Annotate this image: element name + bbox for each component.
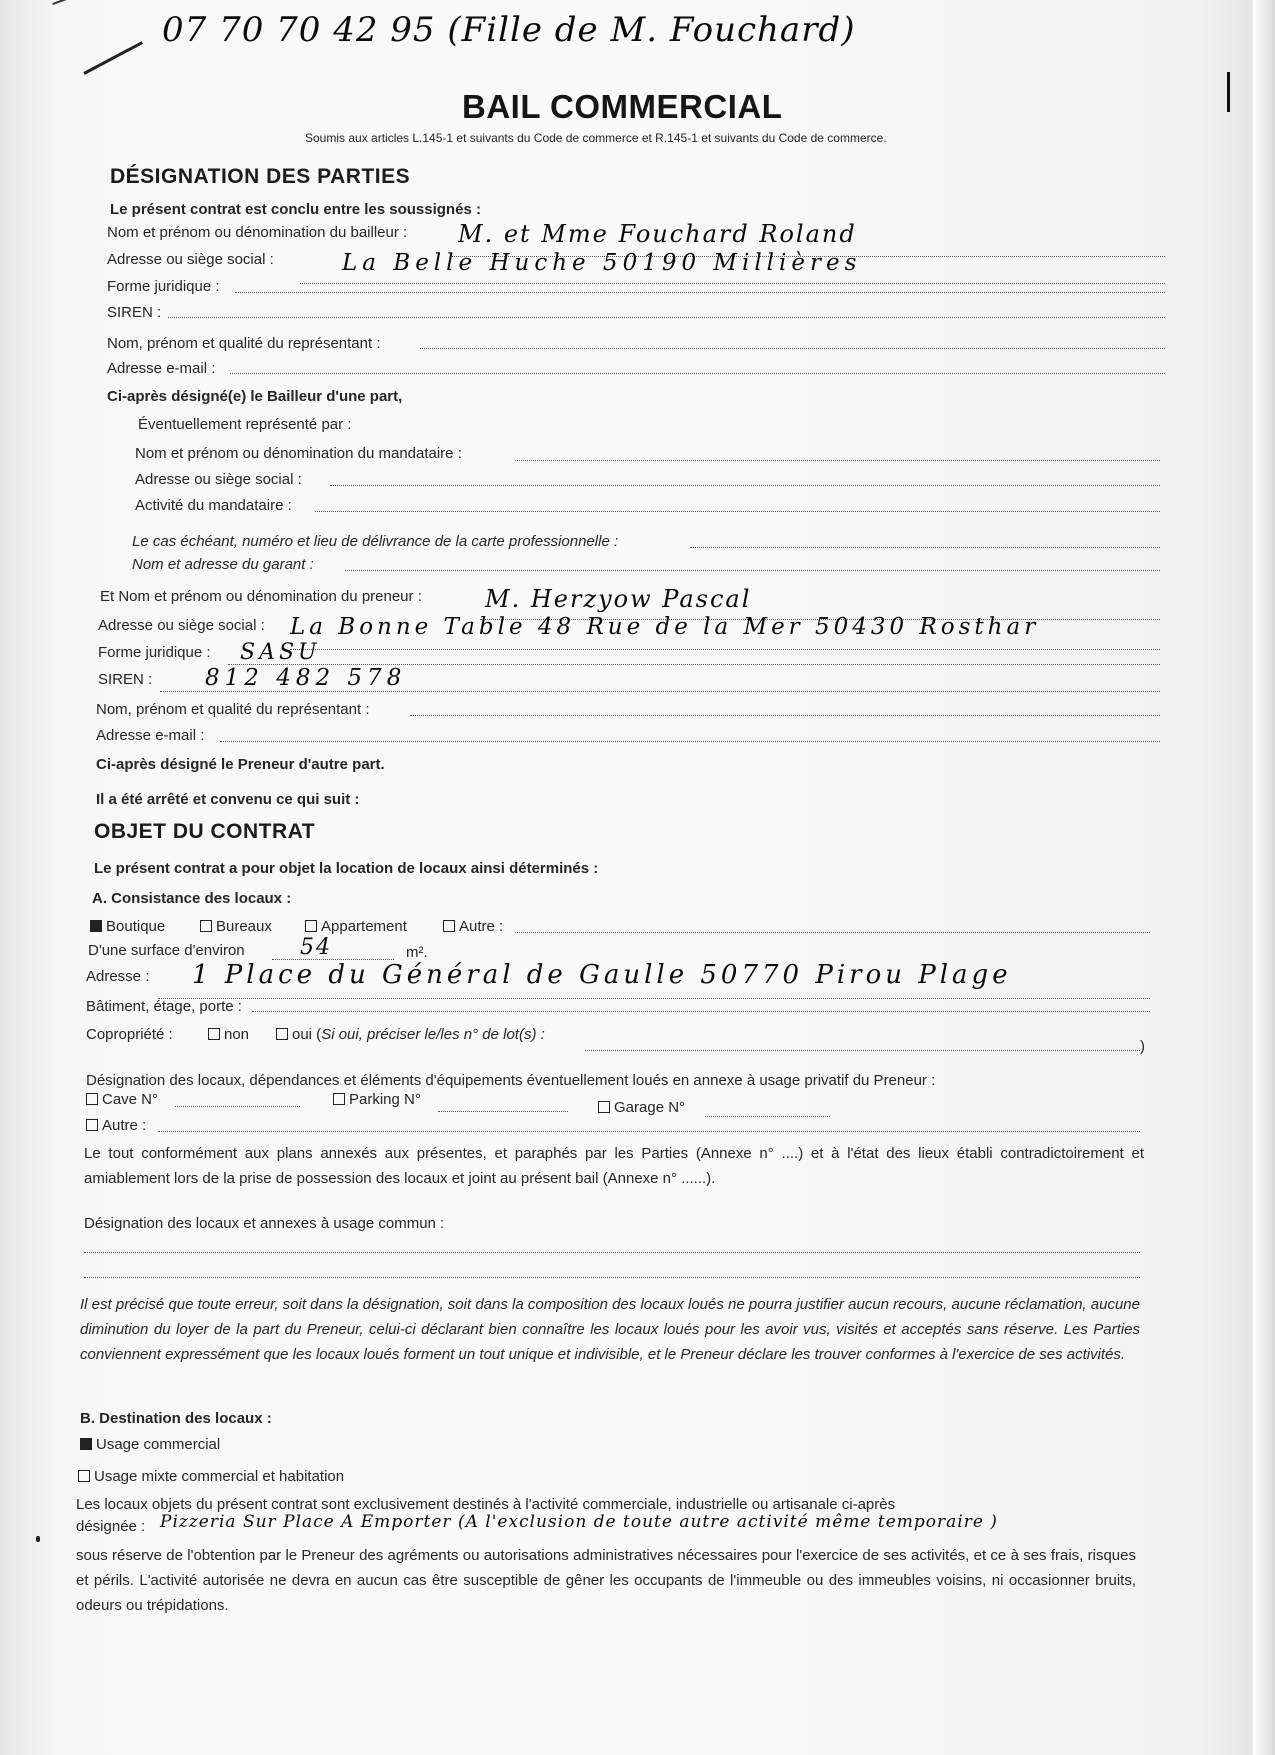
cave-option[interactable] (86, 1091, 158, 1108)
preneur-siren-line (160, 691, 1160, 692)
surface-unit: m². (406, 944, 428, 961)
activity-intro: Les locaux objets du présent contrat sont exclusivement destinés à l'activité commerciale, industrielle ou artisanale ci-après (76, 1496, 896, 1513)
document-title: BAIL COMMERCIAL (462, 88, 783, 125)
agreed-clause: Il a été arrêté et convenu ce qui suit : (96, 791, 360, 808)
mandataire-name-line (515, 460, 1160, 461)
bailleur-address-value: La Belle Huche 50190 Millières (342, 250, 862, 276)
copro-non-checkbox[interactable] (208, 1028, 220, 1040)
copro-hint: Si oui, préciser le/les n° de lot(s) : (321, 1026, 545, 1043)
scan-speck (36, 1536, 40, 1542)
usage-mixte-checkbox[interactable] (78, 1470, 90, 1482)
other-annex-option[interactable] (86, 1117, 146, 1134)
appartement-label: Appartement (321, 918, 407, 935)
activity-designee-label: désignée : (76, 1518, 146, 1535)
destination-label: B. Destination des locaux : (80, 1410, 272, 1427)
staple-mark (83, 41, 143, 75)
usage-commercial-label: Usage commercial (96, 1436, 221, 1453)
consistance-label: A. Consistance des locaux : (92, 890, 292, 907)
preneur-siren-value: 812 482 578 (205, 665, 407, 691)
copro-label: Copropriété : (86, 1026, 173, 1043)
preneur-address-label: Adresse ou siège social : (98, 617, 265, 634)
common-areas-label: Désignation des locaux et annexes à usage commun : (84, 1215, 445, 1232)
common-areas-line-1 (84, 1252, 1140, 1253)
bailleur-form-line (235, 292, 1165, 293)
premises-address-value: 1 Place du Général de Gaulle 50770 Pirou Plage (192, 960, 1012, 990)
cave-line (175, 1106, 300, 1107)
guarantor-label: Nom et adresse du garant : (132, 556, 314, 573)
parking-checkbox[interactable] (333, 1093, 345, 1105)
mandataire-card-label: Le cas échéant, numéro et lieu de délivrance de la carte professionnelle : (132, 533, 619, 550)
other-annex-checkbox[interactable] (86, 1119, 98, 1131)
plans-paragraph: Le tout conformément aux plans annexés aux présentes, et paraphés par les Parties (Annexe n° ....) et à l'état des lieux établi contradictoirement et amiablement lors de la prise de possession des locaux et joint au présent bail (Annexe n° ......). (84, 1145, 1144, 1187)
bailleur-form-label: Forme juridique : (107, 278, 220, 295)
preneur-name-value: M. Herzyow Pascal (485, 585, 752, 613)
boutique-label: Boutique (106, 918, 166, 935)
other-annex-line (158, 1131, 1140, 1132)
bailleur-name-label: Nom et prénom ou dénomination du bailleur : (107, 224, 408, 241)
garage-option[interactable] (598, 1099, 685, 1116)
bureaux-label: Bureaux (216, 918, 272, 935)
bailleur-closing: Ci-après désigné(e) le Bailleur d'une part, (107, 388, 403, 405)
document-subtitle: Soumis aux articles L.145-1 et suivants du Code de commerce et R.145-1 et suivants du Code de commerce. (305, 131, 887, 145)
other-annex-label: Autre : (102, 1117, 147, 1134)
premises-type-bureaux[interactable] (200, 918, 272, 935)
cave-checkbox[interactable] (86, 1093, 98, 1105)
surface-value: 54 (300, 935, 332, 960)
usage-commercial-checkbox[interactable] (80, 1438, 92, 1450)
copro-oui-label: oui ( (292, 1026, 322, 1043)
mandataire-address-label: Adresse ou siège social : (135, 471, 302, 488)
premises-address-line (158, 998, 1150, 999)
parking-line (438, 1111, 568, 1112)
bailleur-address-line (300, 283, 1165, 284)
copro-oui-checkbox[interactable] (276, 1028, 288, 1040)
copro-non-label: non (224, 1026, 250, 1043)
autre-type-line (515, 932, 1150, 933)
appartement-checkbox[interactable] (305, 920, 317, 932)
usage-mixte-option[interactable] (78, 1468, 344, 1485)
section-heading-parties: DÉSIGNATION DES PARTIES (110, 165, 411, 188)
cave-label: Cave N° (102, 1091, 159, 1108)
boutique-checkbox[interactable] (90, 920, 102, 932)
staple-mark-2 (52, 0, 70, 5)
preneur-form-value: SASU (240, 640, 321, 665)
premises-type-autre[interactable] (443, 918, 503, 935)
bureaux-checkbox[interactable] (200, 920, 212, 932)
copro-non-option[interactable] (208, 1026, 249, 1043)
guarantor-line (345, 570, 1160, 571)
disclaimer-paragraph: Il est précisé que toute erreur, soit dans la désignation, soit dans la composition des locaux loués ne pourra justifier aucun recours, aucune réclamation, aucune diminution du loyer de la part du Preneur, celui-ci déclarant bien connaître les locaux loués pour les avoir vus, visités et acceptés sans réserve. Les Parties conviennent expressément que les locaux loués forment un tout unique et indivisible, et le Preneur déclare les trouver conformes à l'exercice de ses activités. (80, 1296, 1140, 1363)
common-areas-line-2 (84, 1277, 1140, 1278)
activity-value: Pizzeria Sur Place A Emporter (A l'exclusion de toute autre activité même temporaire ) (160, 1512, 998, 1532)
preneur-address-line (290, 649, 1160, 650)
premises-type-appartement[interactable] (305, 918, 407, 935)
page-edge-shadow (1253, 0, 1275, 1755)
garage-label: Garage N° (614, 1099, 686, 1116)
bailleur-siren-label: SIREN : (107, 304, 162, 321)
objet-intro: Le présent contrat a pour objet la location de locaux ainsi déterminés : (94, 860, 599, 877)
copro-close-paren: ) (1140, 1038, 1145, 1055)
parking-option[interactable] (333, 1091, 421, 1108)
preneur-email-label: Adresse e-mail : (96, 727, 205, 744)
bailleur-name-value: M. et Mme Fouchard Roland (458, 220, 857, 248)
mandataire-activity-line (315, 511, 1160, 512)
preneur-rep-label: Nom, prénom et qualité du représentant : (96, 701, 370, 718)
section-heading-objet: OBJET DU CONTRAT (94, 820, 316, 843)
designation-label: Désignation des locaux, dépendances et éléments d'équipements éventuellement loués en annexe à usage privatif du Preneur : (86, 1072, 936, 1089)
fold-mark (1227, 72, 1230, 112)
bailleur-rep-line (420, 348, 1165, 349)
building-line (252, 1011, 1150, 1012)
preneur-closing: Ci-après désigné le Preneur d'autre part. (96, 756, 385, 773)
garage-line (705, 1116, 830, 1117)
surface-label: D'une surface d'environ (88, 942, 245, 959)
garage-checkbox[interactable] (598, 1101, 610, 1113)
parties-intro: Le présent contrat est conclu entre les soussignés : (110, 201, 481, 218)
bailleur-address-label: Adresse ou siège social : (107, 251, 274, 268)
copro-oui-option[interactable] (276, 1026, 545, 1043)
bailleur-rep-label: Nom, prénom et qualité du représentant : (107, 335, 381, 352)
bailleur-email-label: Adresse e-mail : (107, 360, 216, 377)
preneur-address-value: La Bonne Table 48 Rue de la Mer 50430 Rosthar (290, 614, 1040, 640)
preneur-name-label: Et Nom et prénom ou dénomination du preneur : (100, 588, 422, 605)
activity-paragraph: sous réserve de l'obtention par le Preneur des agréments ou autorisations administratives nécessaires pour l'exercice de ses activités, et ce à ses frais, risques et périls. L'activité autorisée ne devra en aucun cas être susceptible de gêner les occupants de l'immeuble ou des immeubles voisins, ni occasionner bruits, odeurs ou trépidations. (76, 1547, 1136, 1614)
usage-mixte-label: Usage mixte commercial et habitation (94, 1468, 345, 1485)
mandataire-card-line (690, 547, 1160, 548)
bailleur-email-line (230, 373, 1165, 374)
preneur-email-line (220, 741, 1160, 742)
premises-address-label: Adresse : (86, 968, 150, 985)
preneur-form-label: Forme juridique : (98, 644, 211, 661)
preneur-siren-label: SIREN : (98, 671, 153, 688)
parking-label: Parking N° (349, 1091, 421, 1108)
mandataire-address-line (330, 485, 1160, 486)
mandataire-represented-label: Éventuellement représenté par : (138, 416, 352, 433)
building-label: Bâtiment, étage, porte : (86, 998, 242, 1015)
bailleur-siren-line (168, 317, 1165, 318)
handwritten-phone-note: 07 70 70 42 95 (Fille de M. Fouchard) (162, 10, 856, 50)
usage-commercial-option[interactable] (80, 1436, 220, 1453)
copro-lot-line (585, 1050, 1140, 1051)
mandataire-name-label: Nom et prénom ou dénomination du mandataire : (135, 445, 462, 462)
autre-checkbox[interactable] (443, 920, 455, 932)
mandataire-activity-label: Activité du mandataire : (135, 497, 292, 514)
autre-label: Autre : (459, 918, 504, 935)
preneur-rep-line (410, 715, 1160, 716)
premises-type-boutique[interactable] (90, 918, 165, 935)
